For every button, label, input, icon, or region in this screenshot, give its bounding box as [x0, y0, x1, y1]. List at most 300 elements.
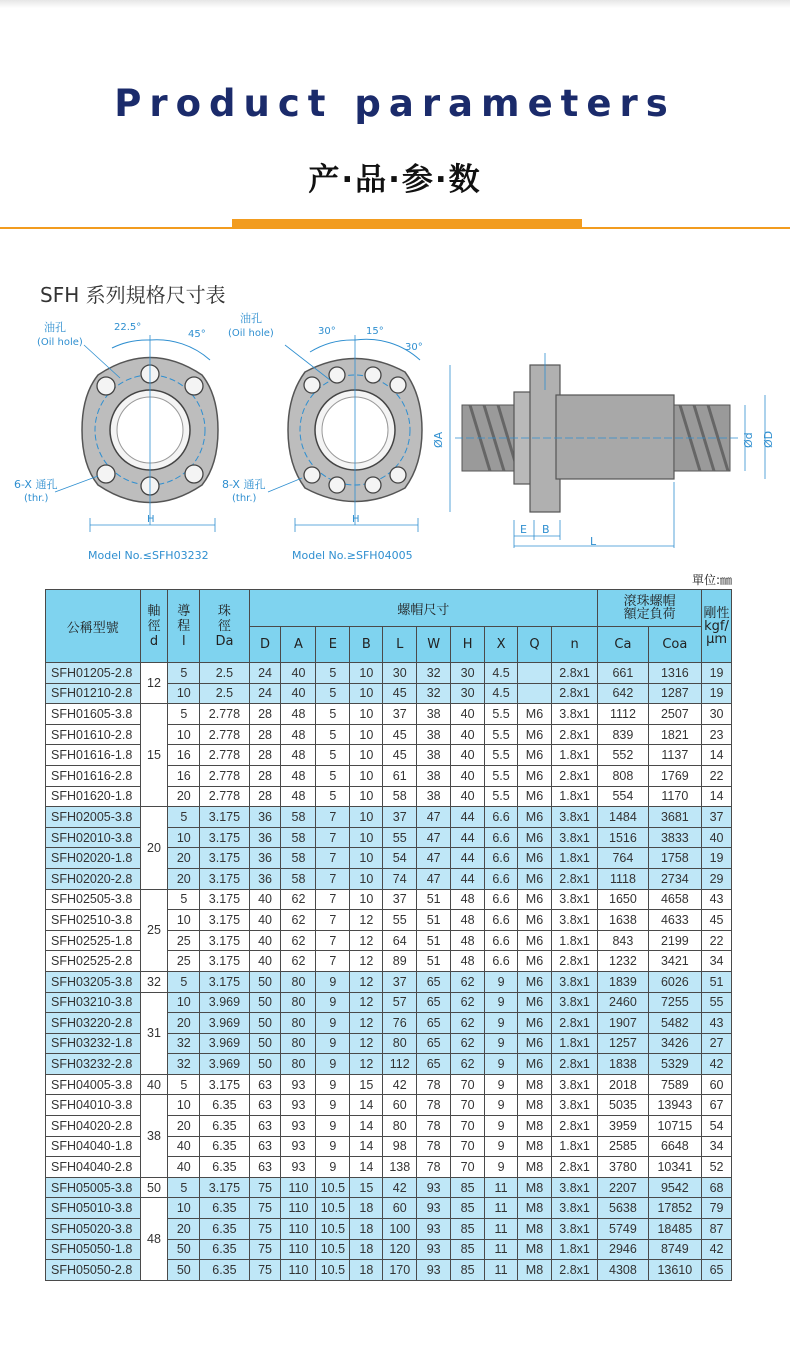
table-row [46, 807, 732, 828]
cell-value: 40 [451, 704, 485, 725]
cell-value: 20 [168, 848, 200, 869]
cell-value: 11 [485, 1177, 518, 1198]
dimension-phi-d: Ød [742, 432, 755, 448]
header-lead: 導 程 l [168, 590, 200, 663]
cell-value: 85 [451, 1177, 485, 1198]
divider-line [0, 227, 790, 229]
cell-value: 19 [702, 683, 732, 704]
cell-value: 1758 [648, 848, 701, 869]
cell-model: SFH02010-3.8 [46, 827, 141, 848]
spec-table-body [46, 663, 732, 1281]
cell-value: 5.5 [485, 765, 518, 786]
cell-value: 3426 [648, 1033, 701, 1054]
cell-value: 6.35 [200, 1157, 249, 1178]
cell-value: 1137 [648, 745, 701, 766]
cell-value: 5 [168, 704, 200, 725]
cell-value: 85 [451, 1239, 485, 1260]
model-note: Model No.≥SFH04005 [292, 549, 413, 562]
cell-value: 2.778 [200, 724, 249, 745]
cell-value: 32 [417, 683, 451, 704]
cell-value: 51 [702, 971, 732, 992]
cell-model: SFH01205-2.8 [46, 663, 141, 684]
cell-value: M6 [518, 930, 552, 951]
cell-value: 12 [350, 971, 383, 992]
cell-shaft: 48 [140, 1198, 168, 1280]
table-row [46, 1198, 732, 1219]
cell-value: 5 [316, 663, 350, 684]
cell-value: 45 [383, 724, 417, 745]
cell-value: 6648 [648, 1136, 701, 1157]
cell-value: 54 [383, 848, 417, 869]
cell-value: 40 [451, 786, 485, 807]
cell-value: 3.8x1 [551, 889, 597, 910]
cell-value: 1118 [598, 868, 648, 889]
header-col-l: L [383, 627, 417, 663]
header-col-ca: Ca [598, 627, 648, 663]
cell-value: 9 [316, 1116, 350, 1137]
cell-value: 9 [316, 1095, 350, 1116]
cell-value: 3.175 [200, 889, 249, 910]
model-note: Model No.≤SFH03232 [88, 549, 209, 562]
cell-value: 9 [485, 1095, 518, 1116]
cell-value: 34 [702, 951, 732, 972]
table-row [46, 889, 732, 910]
cell-value: 76 [383, 1013, 417, 1034]
cell-value: 5 [168, 1177, 200, 1198]
cell-value: 10.5 [316, 1239, 350, 1260]
cell-value: 3.175 [200, 868, 249, 889]
cell-value: 2.8x1 [551, 1054, 597, 1075]
cell-model: SFH01616-2.8 [46, 765, 141, 786]
cell-value: 45 [383, 683, 417, 704]
cell-value: 75 [249, 1177, 281, 1198]
side-view [432, 353, 775, 548]
cell-value: 3780 [598, 1157, 648, 1178]
cell-value: 3.8x1 [551, 1219, 597, 1240]
cell-value: 85 [451, 1260, 485, 1281]
cell-value: 78 [417, 1136, 451, 1157]
cell-value: 3959 [598, 1116, 648, 1137]
cell-value: 2734 [648, 868, 701, 889]
cell-value: 50 [249, 1054, 281, 1075]
cell-value: 48 [451, 930, 485, 951]
cell-value: 5035 [598, 1095, 648, 1116]
cell-value: 48 [281, 765, 316, 786]
cell-value: 38 [417, 786, 451, 807]
cell-value: 63 [249, 1074, 281, 1095]
cell-model: SFH03220-2.8 [46, 1013, 141, 1034]
cell-value: 80 [281, 1054, 316, 1075]
angle-label: 45° [188, 329, 206, 340]
cell-value: 67 [702, 1095, 732, 1116]
cell-value: 11 [485, 1219, 518, 1240]
cell-value: 5.5 [485, 786, 518, 807]
table-row [46, 1095, 732, 1116]
cell-value: M6 [518, 1033, 552, 1054]
cell-model: SFH03232-1.8 [46, 1033, 141, 1054]
cell-value: 32 [168, 1033, 200, 1054]
cell-value: 93 [281, 1095, 316, 1116]
cell-value: 37 [383, 971, 417, 992]
cell-value: 14 [350, 1136, 383, 1157]
header-stiffness: 剛性 kgf/ μm [702, 590, 732, 663]
cell-value: M8 [518, 1095, 552, 1116]
cell-model: SFH05050-2.8 [46, 1260, 141, 1281]
cell-value: 5482 [648, 1013, 701, 1034]
cell-value: 40 [249, 889, 281, 910]
cell-value: 12 [350, 992, 383, 1013]
cell-value: 51 [417, 910, 451, 931]
cell-value: 50 [168, 1260, 200, 1281]
cell-value: 20 [168, 786, 200, 807]
cell-value: 3.175 [200, 807, 249, 828]
cell-value: 1.8x1 [551, 930, 597, 951]
cell-value: 65 [417, 1033, 451, 1054]
dimension-phi-big-d: ØD [762, 430, 775, 448]
cell-value: 1170 [648, 786, 701, 807]
cell-value: M6 [518, 1013, 552, 1034]
cell-value: 3.8x1 [551, 807, 597, 828]
cell-model: SFH02005-3.8 [46, 807, 141, 828]
cell-value: M6 [518, 1054, 552, 1075]
cell-value: 1.8x1 [551, 1239, 597, 1260]
cell-value: 9 [316, 1054, 350, 1075]
cell-value: 58 [383, 786, 417, 807]
cell-value: M8 [518, 1239, 552, 1260]
cell-value: 28 [249, 745, 281, 766]
cell-value: 7 [316, 889, 350, 910]
cell-value: M6 [518, 951, 552, 972]
cell-value: 5638 [598, 1198, 648, 1219]
cell-value: 40 [168, 1157, 200, 1178]
cell-value: 3.175 [200, 951, 249, 972]
cell-value: 78 [417, 1116, 451, 1137]
cell-value: 1.8x1 [551, 1033, 597, 1054]
cell-value: 5 [316, 704, 350, 725]
cell-value: 75 [249, 1219, 281, 1240]
cell-value: 2.8x1 [551, 724, 597, 745]
divider-accent-bar [232, 219, 582, 227]
cell-value: 9 [485, 1136, 518, 1157]
cell-value: 9 [485, 971, 518, 992]
cell-value: 40 [249, 951, 281, 972]
cell-value: 50 [249, 992, 281, 1013]
cell-model: SFH04020-2.8 [46, 1116, 141, 1137]
cell-value: 10 [350, 663, 383, 684]
cell-value: 54 [702, 1116, 732, 1137]
cell-value: 28 [249, 786, 281, 807]
flange-view-large [222, 311, 423, 562]
cell-value: M6 [518, 807, 552, 828]
oil-hole-label-cn: 油孔 [44, 321, 66, 334]
cell-value: 5.5 [485, 724, 518, 745]
cell-shaft: 50 [140, 1177, 168, 1198]
cell-value: M6 [518, 848, 552, 869]
cell-value: 38 [417, 765, 451, 786]
cell-value: 10 [350, 848, 383, 869]
header-col-e: E [316, 627, 350, 663]
cell-value: 3.175 [200, 848, 249, 869]
cell-value: 18485 [648, 1219, 701, 1240]
cell-value: 839 [598, 724, 648, 745]
cell-value: 28 [249, 704, 281, 725]
cell-value: 2585 [598, 1136, 648, 1157]
cell-value: 20 [168, 868, 200, 889]
cell-value: 47 [417, 827, 451, 848]
spec-table [45, 589, 732, 1281]
cell-value: 6.35 [200, 1116, 249, 1137]
cell-value: 100 [383, 1219, 417, 1240]
cell-value: 7 [316, 868, 350, 889]
cell-value: 6.6 [485, 827, 518, 848]
cell-value: 70 [451, 1157, 485, 1178]
cell-value: 8749 [648, 1239, 701, 1260]
cell-value: 40 [451, 745, 485, 766]
header-col-h: H [451, 627, 485, 663]
cell-model: SFH04010-3.8 [46, 1095, 141, 1116]
cell-value: 18 [350, 1198, 383, 1219]
cell-shaft: 20 [140, 807, 168, 889]
cell-value: 75 [249, 1198, 281, 1219]
cell-value: M6 [518, 868, 552, 889]
cell-value: 6.35 [200, 1095, 249, 1116]
cell-value: 93 [417, 1239, 451, 1260]
cell-value: 2.778 [200, 745, 249, 766]
cell-value: 1232 [598, 951, 648, 972]
cell-value: 42 [702, 1239, 732, 1260]
cell-value: 63 [249, 1116, 281, 1137]
cell-model: SFH02525-2.8 [46, 951, 141, 972]
cell-value: 58 [281, 827, 316, 848]
cell-value: 52 [702, 1157, 732, 1178]
cell-model: SFH01210-2.8 [46, 683, 141, 704]
cell-value: 6.35 [200, 1219, 249, 1240]
cell-value: 62 [451, 971, 485, 992]
cell-value: 28 [249, 765, 281, 786]
header-ball: 珠 徑 Da [200, 590, 249, 663]
cell-value: 7255 [648, 992, 701, 1013]
cell-value: 1.8x1 [551, 848, 597, 869]
cell-value: 75 [249, 1239, 281, 1260]
cell-value: 3.175 [200, 1074, 249, 1095]
cell-value: 85 [451, 1198, 485, 1219]
cell-value: 40 [281, 663, 316, 684]
cell-value: 48 [281, 724, 316, 745]
cell-value: 9 [485, 1157, 518, 1178]
cell-value: 80 [383, 1033, 417, 1054]
cell-value: M6 [518, 786, 552, 807]
cell-value: 9 [485, 992, 518, 1013]
cell-value: 10 [168, 683, 200, 704]
cell-model: SFH05020-3.8 [46, 1219, 141, 1240]
cell-value: 62 [281, 951, 316, 972]
unit-label: 單位:㎜ [691, 573, 732, 587]
cell-value: 68 [702, 1177, 732, 1198]
cell-value: 60 [383, 1198, 417, 1219]
cell-value: M8 [518, 1260, 552, 1281]
cell-value: 38 [417, 724, 451, 745]
cell-value: 44 [451, 807, 485, 828]
cell-value: 51 [417, 889, 451, 910]
cell-value: 30 [383, 663, 417, 684]
cell-value: 37 [383, 704, 417, 725]
cell-value: 85 [451, 1219, 485, 1240]
cell-value: 45 [702, 910, 732, 931]
cell-value: 661 [598, 663, 648, 684]
cell-value: 12 [350, 1033, 383, 1054]
cell-model: SFH04040-1.8 [46, 1136, 141, 1157]
cell-model: SFH01616-1.8 [46, 745, 141, 766]
cell-value: 2.8x1 [551, 1260, 597, 1281]
cell-value: 19 [702, 848, 732, 869]
cell-value: 2199 [648, 930, 701, 951]
dimension-phi-a: ØA [432, 431, 445, 448]
cell-value: 10 [168, 1095, 200, 1116]
oil-hole-label-cn: 油孔 [240, 312, 262, 325]
cell-value: 62 [281, 910, 316, 931]
cell-value: 70 [451, 1116, 485, 1137]
cell-value: 12 [350, 930, 383, 951]
cell-value: 80 [281, 971, 316, 992]
cell-value: 40 [249, 930, 281, 951]
cell-value [518, 683, 552, 704]
table-row [46, 1074, 732, 1095]
cell-value: 93 [417, 1260, 451, 1281]
cell-value: 3.969 [200, 992, 249, 1013]
cell-value: 10.5 [316, 1219, 350, 1240]
cell-value: 51 [417, 951, 451, 972]
cell-value: 7 [316, 910, 350, 931]
cell-value: 36 [249, 807, 281, 828]
cell-value: 10 [350, 745, 383, 766]
cell-value: 20 [168, 1116, 200, 1137]
cell-value: 110 [281, 1260, 316, 1281]
cell-value: 5 [316, 745, 350, 766]
cell-value: 63 [249, 1136, 281, 1157]
cell-shaft: 25 [140, 889, 168, 971]
cell-value: 87 [702, 1219, 732, 1240]
cell-value: 2946 [598, 1239, 648, 1260]
cell-value: 9 [316, 971, 350, 992]
cell-model: SFH02020-1.8 [46, 848, 141, 869]
cell-value: 9 [316, 1013, 350, 1034]
cell-value: M6 [518, 724, 552, 745]
cell-value: 37 [702, 807, 732, 828]
cell-model: SFH03205-3.8 [46, 971, 141, 992]
cell-value: 3.8x1 [551, 1074, 597, 1095]
cell-value: 6.6 [485, 868, 518, 889]
header-nut-dimensions: 螺帽尺寸 [249, 590, 598, 627]
cell-value: 18 [350, 1239, 383, 1260]
cell-value: 1.8x1 [551, 1136, 597, 1157]
cell-value: 10 [350, 786, 383, 807]
cell-value: 14 [702, 745, 732, 766]
cell-value: 10 [350, 889, 383, 910]
cell-value: 6.6 [485, 848, 518, 869]
cell-value: 65 [417, 1013, 451, 1034]
header-col-a: A [281, 627, 316, 663]
cell-value: 9 [485, 1054, 518, 1075]
cell-value: 3.969 [200, 1054, 249, 1075]
cell-value: 10 [168, 1198, 200, 1219]
cell-value: 6.35 [200, 1136, 249, 1157]
cell-value: M6 [518, 704, 552, 725]
cell-value: 3.8x1 [551, 827, 597, 848]
cell-value: 38 [417, 745, 451, 766]
dimension-b: B [542, 523, 550, 536]
cell-value: 16 [168, 765, 200, 786]
cell-model: SFH03210-3.8 [46, 992, 141, 1013]
cell-model: SFH01610-2.8 [46, 724, 141, 745]
cell-value: 11 [485, 1260, 518, 1281]
cell-value: 5 [316, 786, 350, 807]
cell-value: 48 [451, 889, 485, 910]
cell-value: 1257 [598, 1033, 648, 1054]
cell-value: 9 [485, 1033, 518, 1054]
cell-value: 50 [249, 1033, 281, 1054]
cell-value: 2.5 [200, 663, 249, 684]
cell-value: 10 [168, 910, 200, 931]
cell-value: 18 [350, 1219, 383, 1240]
cell-value: 3.175 [200, 930, 249, 951]
cell-value: 17852 [648, 1198, 701, 1219]
cell-shaft: 38 [140, 1095, 168, 1177]
cell-value: M6 [518, 765, 552, 786]
header-col-d: D [249, 627, 281, 663]
header-col-w: W [417, 627, 451, 663]
cell-model: SFH01605-3.8 [46, 704, 141, 725]
cell-value: M8 [518, 1074, 552, 1095]
cell-value: 65 [417, 1054, 451, 1075]
cell-value: M8 [518, 1157, 552, 1178]
cell-value: 3.8x1 [551, 971, 597, 992]
cell-value: 36 [249, 827, 281, 848]
through-hole-label-en: (thr.) [24, 493, 49, 504]
cell-value: 7 [316, 848, 350, 869]
cell-value: 10 [350, 765, 383, 786]
cell-value: 36 [249, 848, 281, 869]
cell-value: 2.8x1 [551, 683, 597, 704]
cell-value: 40 [249, 910, 281, 931]
cell-value: 58 [281, 848, 316, 869]
cell-value: 13610 [648, 1260, 701, 1281]
angle-label: 30° [318, 326, 336, 337]
cell-value: 9 [485, 1074, 518, 1095]
cell-value: 75 [249, 1260, 281, 1281]
cell-value: 22 [702, 930, 732, 951]
cell-value: 15 [350, 1074, 383, 1095]
cell-value: 7 [316, 827, 350, 848]
cell-model: SFH04005-3.8 [46, 1074, 141, 1095]
cell-value: 9 [316, 1136, 350, 1157]
cell-value: 2.8x1 [551, 1116, 597, 1137]
cell-value: 2.778 [200, 704, 249, 725]
cell-value: 78 [417, 1095, 451, 1116]
cell-value: 27 [702, 1033, 732, 1054]
cell-value: 9 [485, 1116, 518, 1137]
cell-value: 10 [168, 724, 200, 745]
cell-value: 4633 [648, 910, 701, 931]
cell-value: 48 [281, 786, 316, 807]
cell-value: 4.5 [485, 683, 518, 704]
cell-value: 44 [451, 848, 485, 869]
cell-value: 5 [168, 663, 200, 684]
cell-value: 65 [702, 1260, 732, 1281]
cell-value: 552 [598, 745, 648, 766]
series-title: SFH 系列規格尺寸表 [40, 283, 226, 307]
cell-value: 2207 [598, 1177, 648, 1198]
cell-value: M8 [518, 1116, 552, 1137]
